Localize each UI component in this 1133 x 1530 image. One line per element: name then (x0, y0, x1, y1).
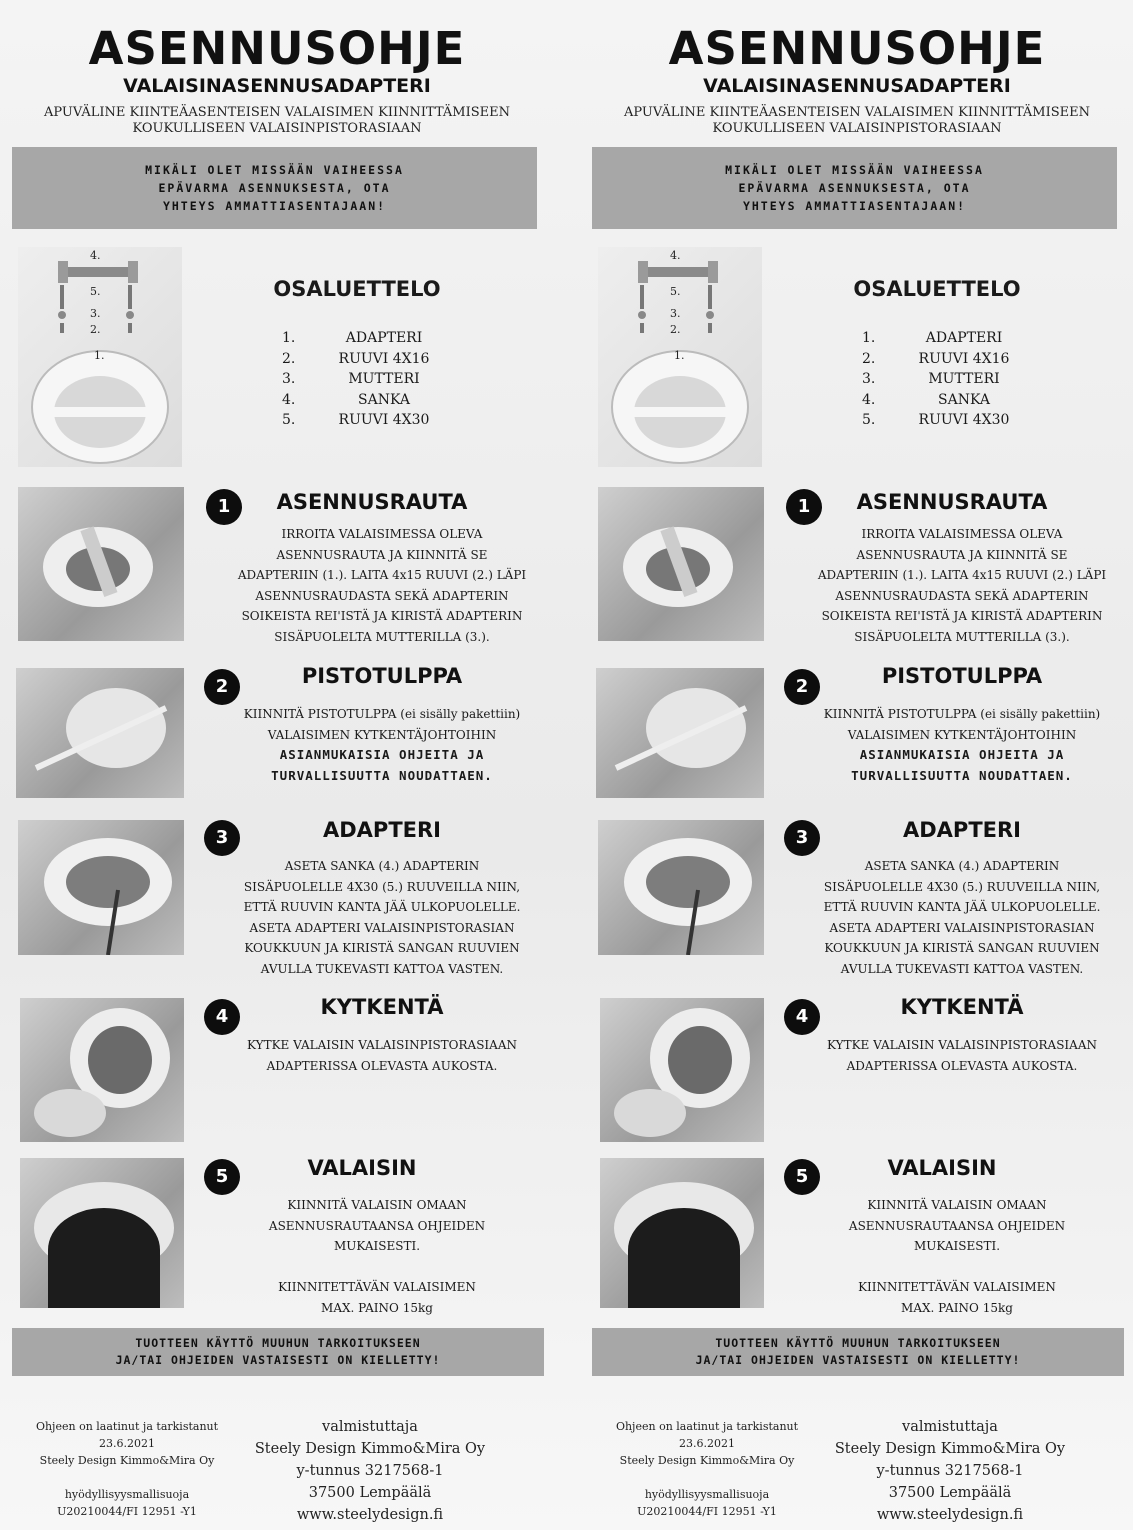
step-text: KIINNITÄ VALAISIN OMAAN ASENNUSRAUTAANSA OHJEIDEN MUKAISESTI. KIINNITETTÄVÄN VALAISIMEN MAX. PAINO 15kg (268, 1198, 486, 1315)
part-label: 2. (670, 323, 681, 336)
product-description (12, 105, 542, 137)
prohibition-line: JA/TAI OHJEIDEN VASTAISESTI ON KIELLETTY! (695, 1353, 1021, 1367)
manufacturer-info: valmistuttaja Steely Design Kimmo&Mira Oy y-tunnus 3217568-1 37500 Lempäälä www.steelydesign.fi (820, 1416, 1080, 1526)
website-link[interactable]: www.steelydesign.fi (296, 1507, 444, 1523)
list-item: 2. RUUVI 4X16 (282, 350, 430, 367)
warning-banner (592, 147, 1117, 229)
step-number-badge: 3 (204, 820, 240, 856)
warning-line: EPÄVARMA ASENNUKSESTA, OTA (738, 181, 971, 195)
part-label: 4. (670, 249, 681, 262)
step-text: IRROITA VALAISIMESSA OLEVA ASENNUSRAUTA JA KIINNITÄ SE ADAPTERIIN (1.). LAITA 4x15 RUUVI (2.) LÄPI ASENNUSRAUDASTA SEKÄ ADAPTERIN SOIKEISTA REI'ISTÄ JA KIRISTÄ ADAPTERIN SISÄPUOLELTA MUTTERILLA (3.). (237, 527, 527, 644)
list-item: 4. SANKA (862, 391, 990, 408)
parts-list-title: OSALUETTELO (273, 277, 441, 301)
list-item: 3. MUTTERI (862, 371, 1000, 387)
prohibition-line: TUOTTEEN KÄYTTÖ MUUHUN TARKOITUKSEEN (715, 1336, 1001, 1350)
warning-line: MIKÄLI OLET MISSÄÄN VAIHEESSA (145, 163, 404, 177)
description-line: KOUKULLISEEN VALAISINPISTORASIAAN (712, 121, 1002, 136)
list-item: 5. RUUVI 4X30 (862, 412, 1010, 428)
step-text: ASETA SANKA (4.) ADAPTERIN SISÄPUOLELLE 4X30 (5.) RUUVEILLA NIIN, ETTÄ RUUVIN KANTA JÄÄ ULKOPUOLELLE. ASETA ADAPTERI VALAISINPISTORASIAN KOUKKUUN JA KIRISTÄ SANGAN RUUVIEN AVULLA TUKEVASTI KATTOA VASTEN. (823, 859, 1101, 976)
prohibition-line: TUOTTEEN KÄYTTÖ MUUHUN TARKOITUKSEEN (135, 1336, 421, 1350)
step-number-badge: 5 (204, 1159, 240, 1195)
step-text: ASETA SANKA (4.) ADAPTERIN SISÄPUOLELLE 4X30 (5.) RUUVEILLA NIIN, ETTÄ RUUVIN KANTA JÄÄ ULKOPUOLELLE. ASETA ADAPTERI VALAISINPISTORASIAN KOUKKUUN JA KIRISTÄ SANGAN RUUVIEN AVULLA TUKEVASTI KATTOA VASTEN. (243, 859, 521, 976)
step-1-photo (18, 487, 184, 641)
list-item: 5. RUUVI 4X30 (282, 412, 430, 428)
step-title: VALAISIN (887, 1156, 997, 1180)
step-3-photo (598, 820, 764, 955)
description-line: KOUKULLISEEN VALAISINPISTORASIAAN (132, 121, 422, 136)
step-4-photo (20, 998, 184, 1142)
step-title: KYTKENTÄ (320, 995, 444, 1019)
step-number-badge: 5 (784, 1159, 820, 1195)
list-item: 1. ADAPTERI (862, 330, 1003, 346)
step-text: KYTKE VALAISIN VALAISINPISTORASIAAN ADAPTERISSA OLEVASTA AUKOSTA. (827, 1038, 1097, 1073)
part-label: 1. (674, 349, 685, 362)
step-number-badge: 2 (204, 669, 240, 705)
parts-photo (598, 247, 762, 467)
step-text: KIINNITÄ PISTOTULPPA (ei sisälly pakettiin) VALAISIMEN KYTKENTÄJOHTOIHIN ASIANMUKAISIA OHJEITA JA TURVALLISUUTTA NOUDATTAEN. (823, 707, 1101, 783)
step-title: ADAPTERI (323, 818, 441, 842)
step-number-badge: 2 (784, 669, 820, 705)
step-title: ASENNUSRAUTA (276, 490, 468, 514)
list-item: 1. ADAPTERI (282, 330, 423, 346)
warning-line: MIKÄLI OLET MISSÄÄN VAIHEESSA (725, 163, 984, 177)
warning-line: YHTEYS AMMATTIASENTAJAAN! (742, 199, 967, 213)
part-label: 5. (670, 285, 681, 298)
description-line: APUVÄLINE KIINTEÄASENTEISEN VALAISIMEN KIINNITTÄMISEEN (623, 105, 1091, 120)
part-label: 5. (90, 285, 101, 298)
prohibition-line: JA/TAI OHJEIDEN VASTAISESTI ON KIELLETTY! (115, 1353, 441, 1367)
part-label: 2. (90, 323, 101, 336)
step-1-photo (598, 487, 764, 641)
list-item: 2. RUUVI 4X16 (862, 350, 1010, 367)
warning-line: EPÄVARMA ASENNUKSESTA, OTA (158, 181, 391, 195)
step-5-photo (600, 1158, 764, 1308)
step-title: VALAISIN (307, 1156, 417, 1180)
step-number-badge: 1 (206, 489, 242, 525)
page-title: ASENNUSOHJE (88, 22, 466, 75)
instruction-column-right (592, 0, 1122, 1530)
step-title: ADAPTERI (903, 818, 1021, 842)
description-line: APUVÄLINE KIINTEÄASENTEISEN VALAISIMEN KIINNITTÄMISEEN (43, 105, 511, 120)
step-number-badge: 4 (204, 999, 240, 1035)
instruction-column-left (12, 0, 542, 1530)
website-link[interactable]: www.steelydesign.fi (876, 1507, 1024, 1523)
step-text: KYTKE VALAISIN VALAISINPISTORASIAAN ADAPTERISSA OLEVASTA AUKOSTA. (247, 1038, 517, 1073)
step-number-badge: 4 (784, 999, 820, 1035)
part-label: 1. (94, 349, 105, 362)
warning-line: YHTEYS AMMATTIASENTAJAAN! (162, 199, 387, 213)
warning-banner (12, 147, 537, 229)
step-title: PISTOTULPPA (301, 664, 463, 688)
step-title: KYTKENTÄ (900, 995, 1024, 1019)
step-number-badge: 1 (786, 489, 822, 525)
parts-list-title: OSALUETTELO (853, 277, 1021, 301)
page-subtitle: VALAISINASENNUSADAPTERI (123, 75, 431, 97)
prohibition-banner (12, 1328, 544, 1376)
list-item: 4. SANKA (282, 391, 410, 408)
step-3-photo (18, 820, 184, 955)
page-title: ASENNUSOHJE (668, 22, 1046, 75)
step-2-photo (596, 668, 764, 798)
list-item: 3. MUTTERI (282, 371, 420, 387)
author-info: Ohjeen on laatinut ja tarkistanut 23.6.2021 Steely Design Kimmo&Mira Oy hyödyllisyysmallisuoja U20210044/FI 12951 -Y1 (615, 1420, 799, 1518)
parts-list (862, 328, 1062, 431)
part-label: 3. (670, 307, 681, 320)
page-subtitle: VALAISINASENNUSADAPTERI (703, 75, 1011, 97)
step-2-photo (16, 668, 184, 798)
step-title: ASENNUSRAUTA (856, 490, 1048, 514)
prohibition-banner (592, 1328, 1124, 1376)
step-5-photo (20, 1158, 184, 1308)
step-text: IRROITA VALAISIMESSA OLEVA ASENNUSRAUTA JA KIINNITÄ SE ADAPTERIIN (1.). LAITA 4x15 RUUVI (2.) LÄPI ASENNUSRAUDASTA SEKÄ ADAPTERIN SOIKEISTA REI'ISTÄ JA KIRISTÄ ADAPTERIN SISÄPUOLELTA MUTTERILLA (3.). (817, 527, 1107, 644)
manufacturer-info: valmistuttaja Steely Design Kimmo&Mira Oy y-tunnus 3217568-1 37500 Lempäälä www.steelydesign.fi (240, 1416, 500, 1526)
parts-photo (18, 247, 182, 467)
step-title: PISTOTULPPA (881, 664, 1043, 688)
product-description (592, 105, 1122, 137)
step-text: KIINNITÄ PISTOTULPPA (ei sisälly pakettiin) VALAISIMEN KYTKENTÄJOHTOIHIN ASIANMUKAISIA OHJEITA JA TURVALLISUUTTA NOUDATTAEN. (243, 707, 521, 783)
parts-list (282, 328, 482, 431)
part-label: 3. (90, 307, 101, 320)
step-number-badge: 3 (784, 820, 820, 856)
step-text: KIINNITÄ VALAISIN OMAAN ASENNUSRAUTAANSA OHJEIDEN MUKAISESTI. KIINNITETTÄVÄN VALAISIMEN MAX. PAINO 15kg (848, 1198, 1066, 1315)
author-info: Ohjeen on laatinut ja tarkistanut 23.6.2021 Steely Design Kimmo&Mira Oy hyödyllisyysmallisuoja U20210044/FI 12951 -Y1 (35, 1420, 219, 1518)
step-4-photo (600, 998, 764, 1142)
part-label: 4. (90, 249, 101, 262)
